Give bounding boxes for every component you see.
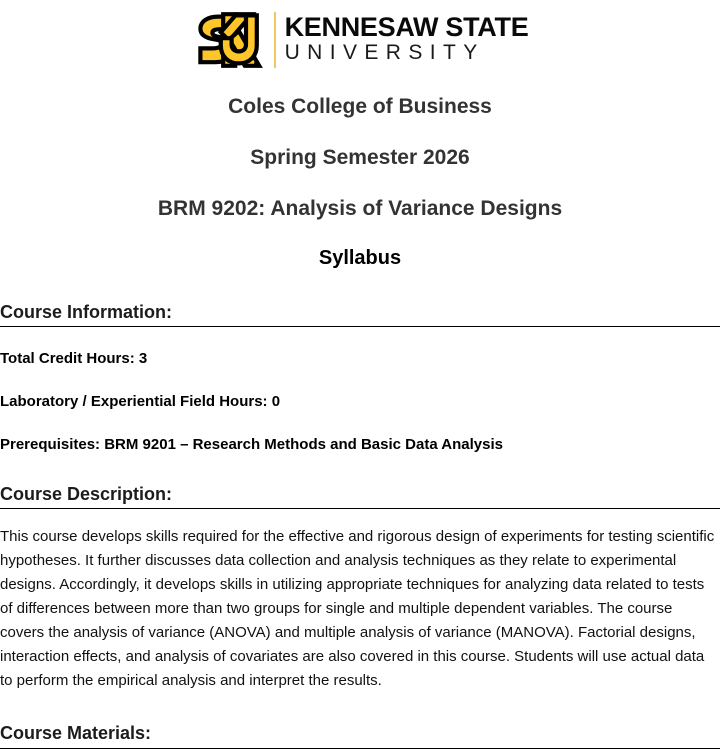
info-total-credit-hours: Total Credit Hours: 3: [0, 350, 148, 368]
course-separator: :: [258, 197, 266, 220]
ksu-monogram-icon: [192, 7, 264, 73]
info-lab-field-hours: Laboratory / Experiential Field Hours: 0: [0, 393, 281, 411]
course-title: Analysis of Variance Designs: [270, 197, 563, 220]
section-heading-course-description: Course Description:: [0, 484, 720, 509]
wordmark-divider-bar: [274, 12, 276, 68]
section-heading-course-materials: Course Materials:: [0, 723, 720, 748]
document-type: Syllabus: [318, 247, 402, 269]
university-logo: [0, 0, 720, 76]
wordmark-university: UNIVERSITY: [284, 41, 485, 65]
info-prerequisites: Prerequisites: BRM 9201 – Research Methods and Basic Data Analysis: [0, 436, 503, 454]
semester-term: Spring Semester 2026: [250, 146, 470, 169]
course-description-paragraph: This course develops skills required for the effective and rigorous design of experiments for testing scientific hypotheses. It further discusses data collection and analysis techniques as they relate to experimental designs. Accordingly, it develops skills in utilizing appropriate techniques for analyzing data related to tests of differences between more than two groups for single and multiple dependent variables. The course covers the analysis of variance (ANOVA) and multiple analysis of variance (MANOVA). Factorial designs, interaction effects, and analysis of covariates are also covered in this course. Students will use actual data to perform the empirical analysis and interpret the results.: [0, 528, 715, 690]
course-title-line: [0, 197, 720, 221]
course-code: BRM 9202: [157, 197, 259, 220]
wordmark: [274, 12, 529, 68]
wordmark-kennesaw-state: KENNESAW STATE: [284, 11, 529, 42]
section-heading-course-information: Course Information:: [0, 302, 720, 327]
college-name: Coles College of Business: [228, 95, 492, 118]
